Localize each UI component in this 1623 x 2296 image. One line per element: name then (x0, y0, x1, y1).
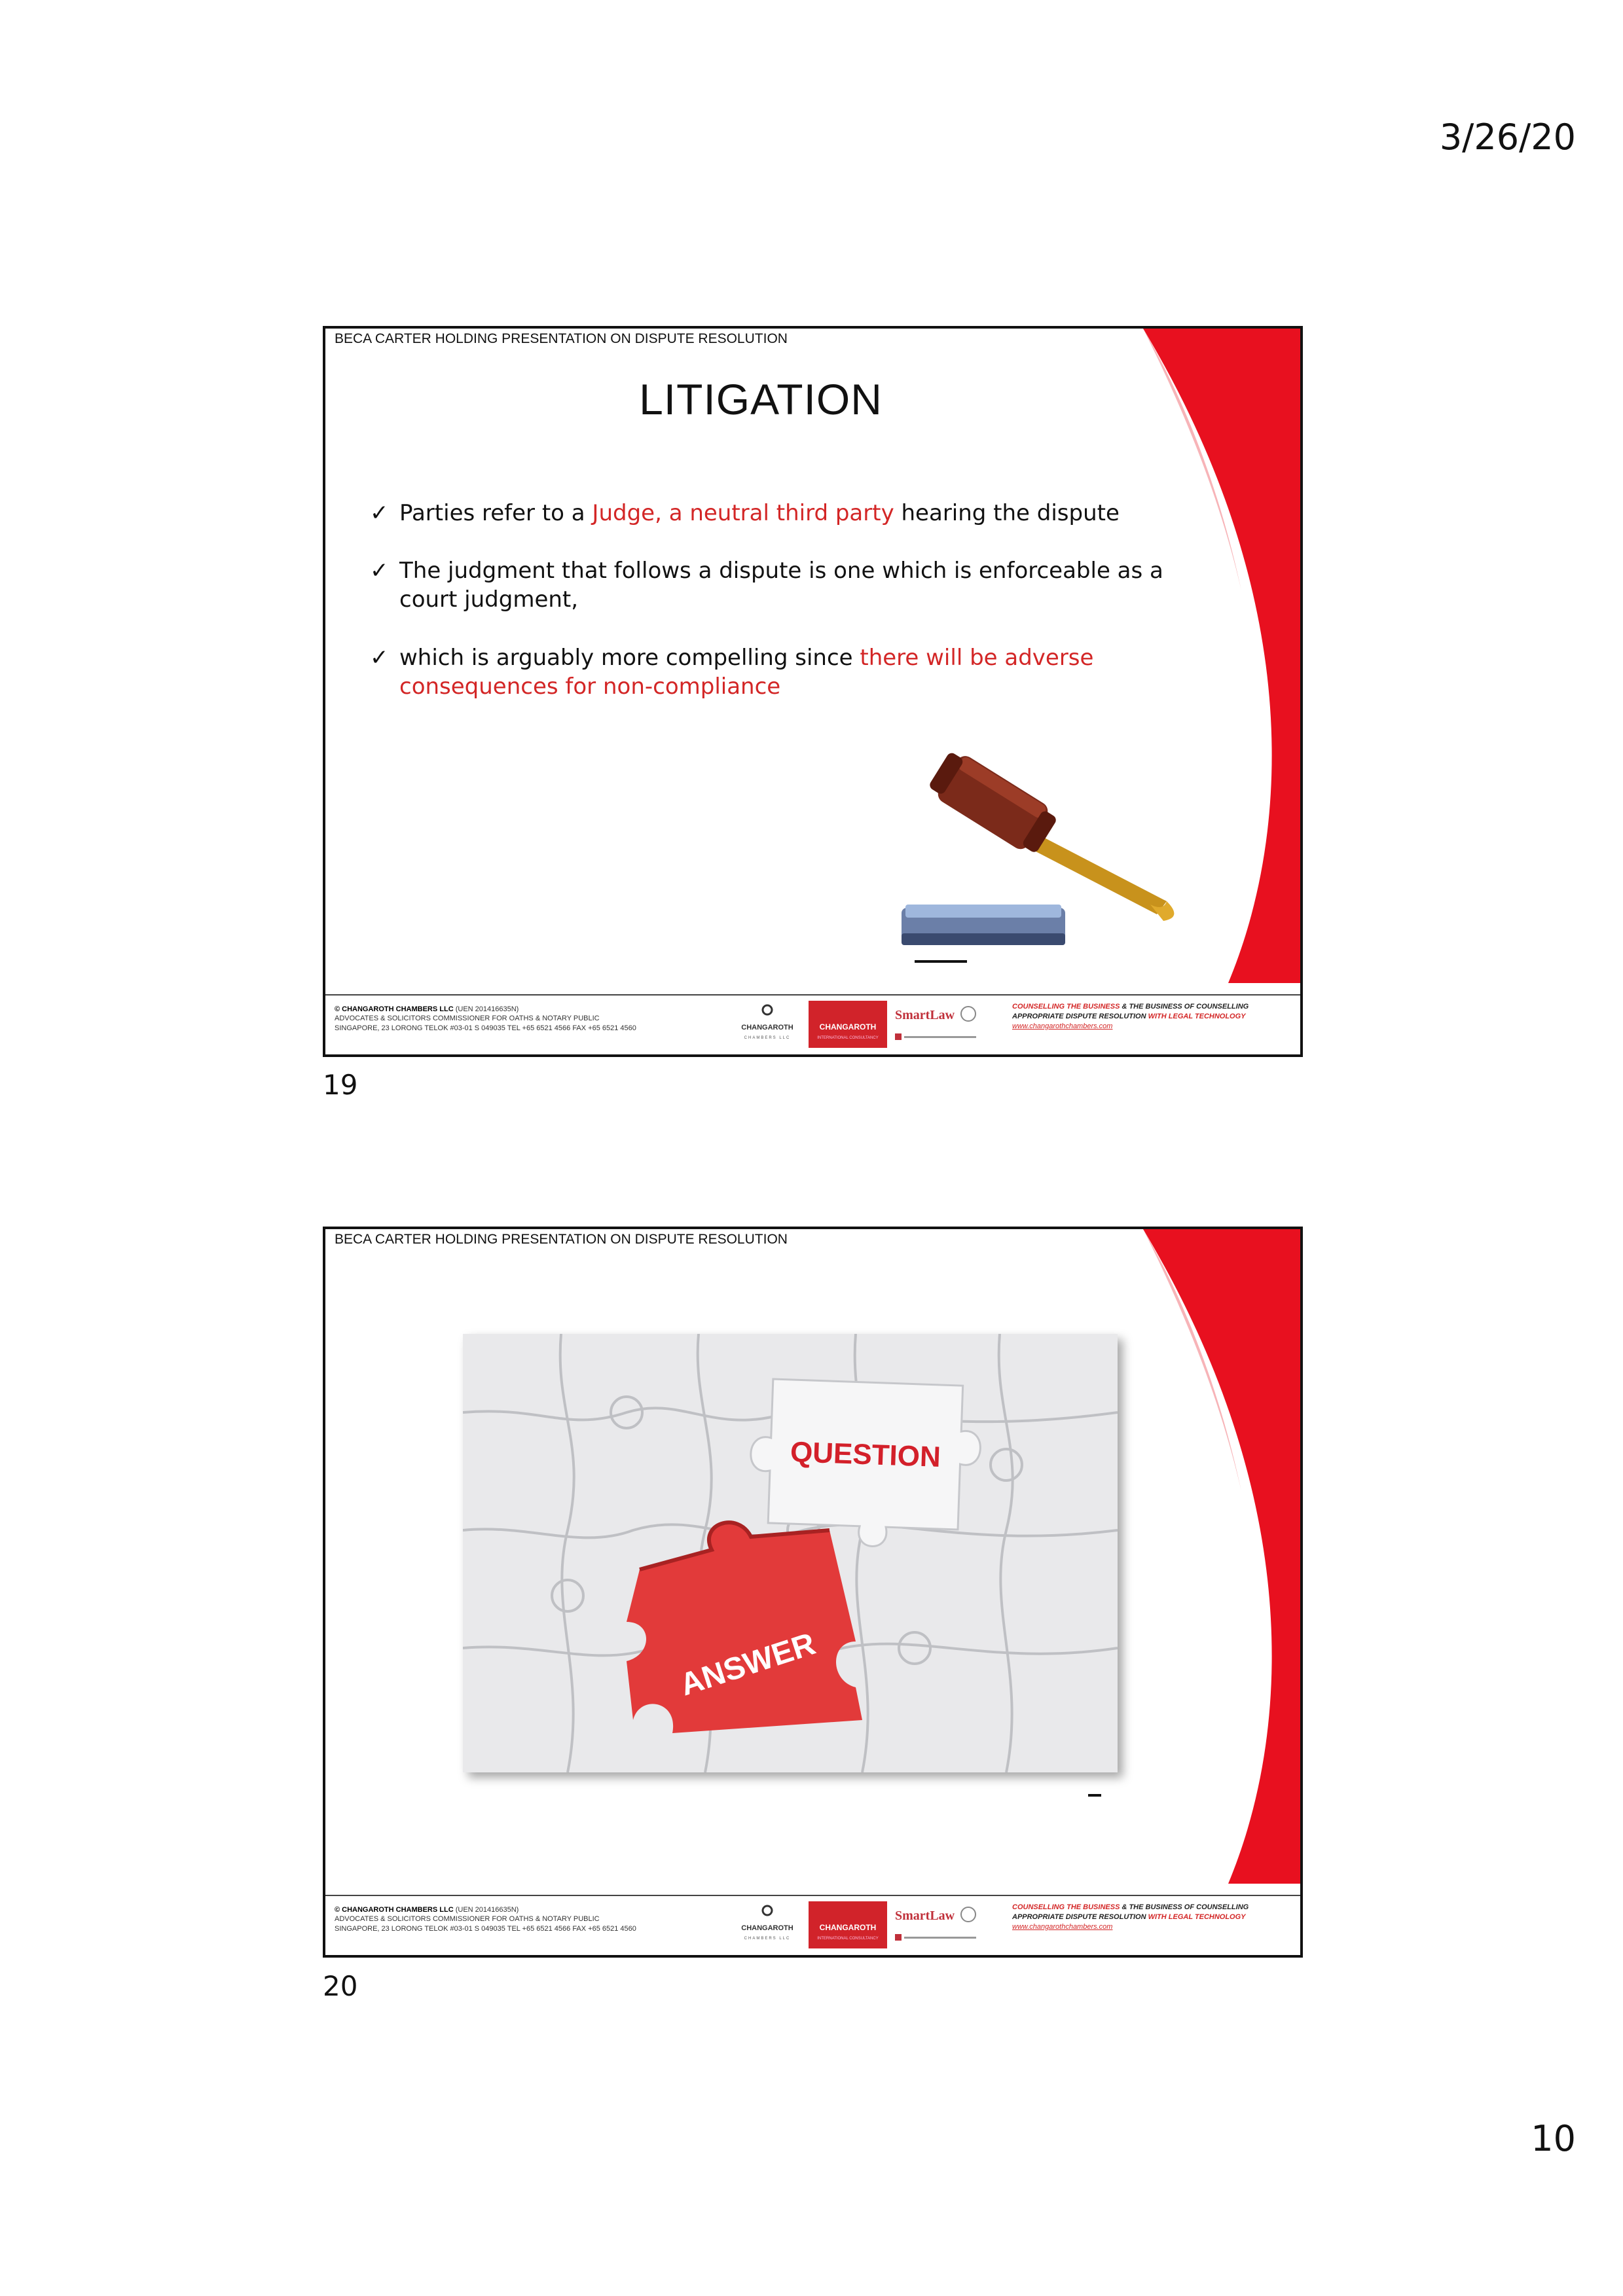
logo-changaroth-consultancy: CHANGAROTH (819, 1923, 877, 1932)
bullet-highlight: Judge, a neutral third party (592, 500, 894, 526)
slide-header: BECA CARTER HOLDING PRESENTATION ON DISPUTE RESOLUTION (335, 331, 788, 346)
tagline-part: APPROPRIATE DISPUTE RESOLUTION (1012, 1912, 1146, 1921)
tagline-part: APPROPRIATE DISPUTE RESOLUTION (1012, 1012, 1146, 1020)
footer-website-link[interactable]: www.changarothchambers.com (1012, 1922, 1113, 1931)
footer-brand: © CHANGAROTH CHAMBERS LLC (335, 1906, 454, 1914)
page-number: 10 (1531, 2118, 1576, 2159)
footer-contact (335, 1905, 701, 1933)
bullet-item (370, 556, 1182, 614)
puzzle-image (463, 1334, 1118, 1772)
bullet-item (370, 643, 1182, 701)
tagline-part: COUNSELLING THE BUSINESS (1012, 1003, 1120, 1011)
tagline-part: WITH LEGAL TECHNOLOGY (1146, 1012, 1246, 1020)
bullet-list (370, 499, 1182, 730)
footer-address: SINGAPORE, 23 LORONG TELOK #03-01 S 049035 TEL +65 6521 4566 FAX +65 6521 4560 (335, 1024, 636, 1032)
footer-tagline (1012, 1903, 1274, 1932)
logo-sub: INTERNATIONAL CONSULTANCY (817, 1036, 879, 1040)
logo-changaroth-chambers: CHANGAROTH (741, 1924, 793, 1932)
question-label: QUESTION (790, 1436, 941, 1474)
tagline-part: & THE BUSINESS OF COUNSELLING (1120, 1003, 1249, 1011)
slide-number: 19 (323, 1069, 358, 1101)
logo-sub: CHAMBERS LLC (744, 1937, 791, 1941)
bullet-text: Parties refer to a (399, 500, 593, 526)
checkmark-icon: ✓ (370, 500, 389, 526)
tagline-part: WITH LEGAL TECHNOLOGY (1146, 1912, 1246, 1921)
bullet-item (370, 499, 1182, 528)
slide-title: LITIGATION (639, 375, 883, 423)
footer-address: SINGAPORE, 23 LORONG TELOK #03-01 S 049035 TEL +65 6521 4566 FAX +65 6521 4560 (335, 1924, 636, 1933)
page-date: 3/26/20 (1439, 117, 1576, 158)
answer-label: ANSWER (676, 1626, 820, 1703)
checkmark-icon: ✓ (370, 644, 389, 671)
red-swoosh-decoration (1143, 1229, 1300, 1884)
dash-mark (1088, 1794, 1101, 1797)
tagline-part: COUNSELLING THE BUSINESS (1012, 1903, 1120, 1911)
partner-logos (731, 1001, 987, 1048)
bullet-highlight: there will be adverse consequences for non-compliance (399, 644, 1094, 700)
slide-footer (325, 994, 1300, 1054)
logo-smartlaw: SmartLaw (895, 1008, 955, 1022)
slide-header: BECA CARTER HOLDING PRESENTATION ON DISPUTE RESOLUTION (335, 1232, 788, 1247)
logo-sub: CHAMBERS LLC (744, 1036, 791, 1040)
footer-line: ADVOCATES & SOLICITORS COMMISSIONER FOR OATHS & NOTARY PUBLIC (335, 1915, 600, 1924)
footer-tagline (1012, 1002, 1274, 1031)
footer-uen: (UEN 201416635N) (453, 1005, 519, 1013)
logo-smartlaw: SmartLaw (895, 1909, 955, 1923)
slide-footer (325, 1895, 1300, 1955)
footer-website-link[interactable]: www.changarothchambers.com (1012, 1022, 1113, 1030)
slide-number: 20 (323, 1970, 358, 2002)
logo-changaroth-consultancy: CHANGAROTH (819, 1022, 877, 1031)
footer-line: ADVOCATES & SOLICITORS COMMISSIONER FOR OATHS & NOTARY PUBLIC (335, 1014, 600, 1023)
gavel-icon (902, 747, 1196, 957)
footer-brand: © CHANGAROTH CHAMBERS LLC (335, 1005, 454, 1013)
tagline-part: & THE BUSINESS OF COUNSELLING (1120, 1903, 1249, 1911)
bullet-text: which is arguably more compelling since (399, 644, 860, 671)
footer-contact (335, 1005, 701, 1033)
bullet-text: The judgment that follows a dispute is one which is enforceable as a court judgment, (399, 558, 1163, 613)
slide-20 (323, 1227, 1303, 1958)
footer-uen: (UEN 201416635N) (453, 1906, 519, 1914)
slide-19 (323, 326, 1303, 1057)
logo-changaroth-chambers: CHANGAROTH (741, 1024, 793, 1031)
checkmark-icon: ✓ (370, 558, 389, 584)
bullet-text: hearing the dispute (894, 500, 1120, 526)
partner-logos (731, 1901, 987, 1948)
dash-mark (915, 960, 967, 963)
logo-sub: INTERNATIONAL CONSULTANCY (817, 1937, 879, 1941)
